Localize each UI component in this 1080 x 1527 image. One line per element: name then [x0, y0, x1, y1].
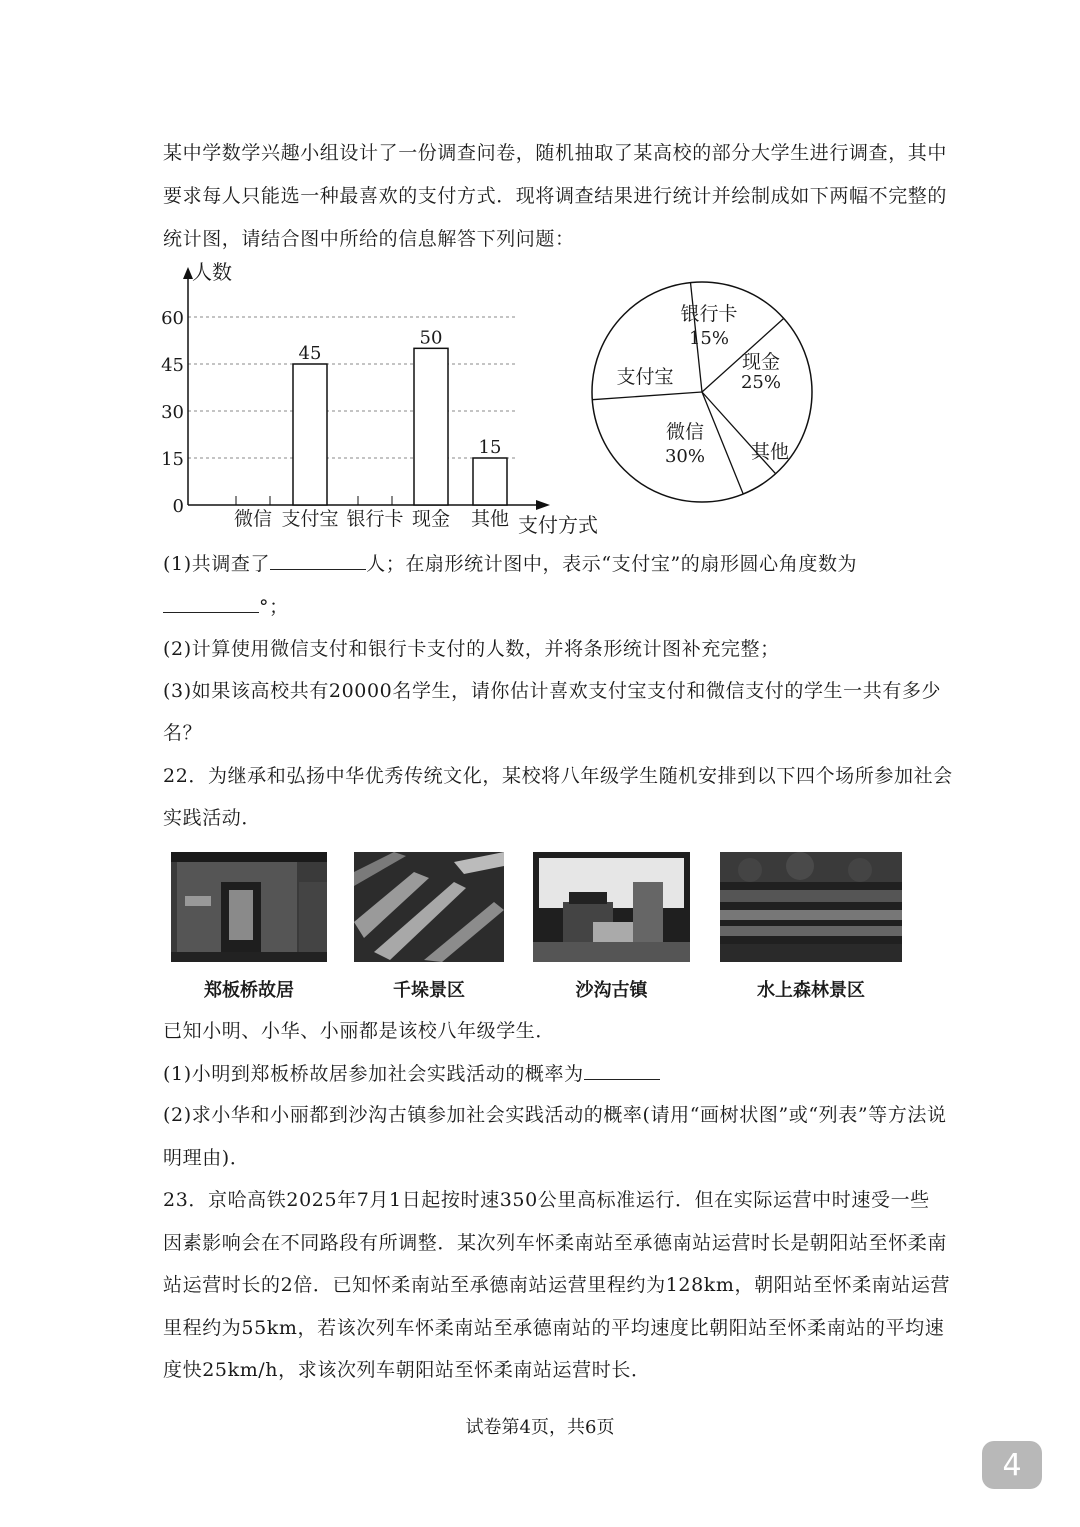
pie-slice-label: 现金	[741, 351, 781, 373]
pie-slice-percent: 15%	[688, 328, 730, 349]
q21-part1	[163, 551, 857, 576]
q22-known: 已知小明、小华、小丽都是该校八年级学生．	[163, 1020, 556, 1042]
x-tick-label: 其他	[470, 508, 510, 530]
page-number-badge: 4	[982, 1441, 1042, 1489]
photo-qianduo-scenic-area	[354, 852, 504, 962]
pie-slice-percent: 30%	[664, 446, 706, 467]
caption-zheng-banqiao: 郑板桥故居	[204, 980, 294, 1001]
q22-part2-cont: 明理由)．	[163, 1147, 250, 1169]
intro-line-1: 某中学数学兴趣小组设计了一份调查问卷，随机抽取了某高校的部分大学生进行调查，其中	[163, 142, 948, 164]
y-tick-label: 45	[161, 355, 184, 376]
pie-chart	[585, 280, 820, 510]
y-axis-label: 人数	[192, 260, 232, 284]
x-tick-label: 微信	[233, 508, 273, 530]
y-tick-label: 60	[161, 308, 184, 329]
q22-part1	[163, 1061, 660, 1086]
q22-stem-cont: 实践活动．	[163, 807, 262, 829]
photo-shagou-ancient-town	[533, 852, 690, 962]
q22-stem: 22．为继承和弘扬中华优秀传统文化，某校将八年级学生随机安排到以下四个场所参加社会	[163, 765, 953, 787]
caption-water-forest: 水上森林景区	[757, 980, 865, 1001]
data-label: 50	[419, 327, 443, 349]
x-axis-label: 支付方式	[518, 513, 598, 537]
q22-part1-text: (1)小明到郑板桥故居参加社会实践活动的概率为	[163, 1063, 584, 1085]
page-footer: 试卷第4页，共6页	[465, 1417, 615, 1438]
photo-water-forest-scenic-area	[720, 852, 902, 962]
y-tick-label: 30	[161, 402, 184, 423]
q22-part2: (2)求小华和小丽都到沙沟古镇参加社会实践活动的概率(请用“画树状图”或“列表”等方法说	[163, 1104, 947, 1126]
x-axis-arrow	[536, 500, 550, 510]
pie-slice-label: 微信	[665, 421, 705, 443]
caption-qianduo: 千垛景区	[393, 980, 465, 1001]
caption-shagou: 沙沟古镇	[575, 980, 648, 1001]
data-label: 45	[298, 343, 322, 364]
answer-blank-total[interactable]	[270, 551, 366, 570]
y-tick-label: 15	[161, 449, 184, 470]
q21-part1-text-a: (1)共调查了	[163, 553, 271, 575]
q21-part1-text-c: °；	[259, 596, 289, 618]
data-label: 15	[478, 437, 502, 458]
q21-part1-text-b: 人；在扇形统计图中，表示“支付宝”的扇形圆心角度数为	[366, 553, 858, 575]
intro-line-3: 统计图，请结合图中所给的信息解答下列问题：	[163, 228, 575, 250]
q23-line-4: 里程约为55km，若该次列车怀柔南站至承德南站的平均速度比朝阳站至怀柔南站的平均速	[163, 1317, 945, 1339]
pie-slice-label: 支付宝	[616, 366, 674, 388]
bar	[414, 348, 448, 505]
intro-line-2: 要求每人只能选一种最喜欢的支付方式．现将调查结果进行统计并绘制成如下两幅不完整的	[163, 185, 948, 207]
q21-part2: (2)计算使用微信支付和银行卡支付的人数，并将条形统计图补充完整；	[163, 638, 780, 660]
y-tick-label: 0	[172, 496, 184, 517]
q21-part3: (3)如果该高校共有20000名学生，请你估计喜欢支付宝支付和微信支付的学生一共有多少	[163, 680, 942, 702]
x-tick-label: 银行卡	[346, 508, 404, 530]
photo-zheng-banqiao-residence	[171, 852, 327, 962]
q21-part3-cont: 名？	[163, 722, 203, 744]
q23-line-1: 23．京哈高铁2025年7月1日起按时速350公里高标准运行．但在实际运营中时速受一些	[163, 1189, 930, 1211]
pie-slice-label: 其他	[750, 441, 790, 463]
x-tick-label: 支付宝	[281, 508, 339, 530]
bar	[293, 364, 327, 505]
q23-line-2: 因素影响会在不同路段有所调整．某次列车怀柔南站至承德南站运营时长是朝阳站至怀柔南	[163, 1232, 948, 1254]
answer-blank-probability[interactable]	[584, 1061, 660, 1080]
x-tick-label: 现金	[411, 508, 451, 530]
q21-part1-cont	[163, 594, 289, 619]
bar	[473, 458, 507, 505]
q23-line-5: 度快25km/h，求该次列车朝阳站至怀柔南站运营时长．	[163, 1359, 651, 1381]
answer-blank-angle[interactable]	[163, 594, 259, 613]
q23-line-3: 站运营时长的2倍．已知怀柔南站至承德南站运营里程约为128km，朝阳站至怀柔南站运营	[163, 1274, 951, 1296]
pie-slice-label: 银行卡	[680, 303, 738, 325]
pie-slice-percent: 25%	[740, 372, 782, 393]
bar-chart	[150, 255, 620, 545]
